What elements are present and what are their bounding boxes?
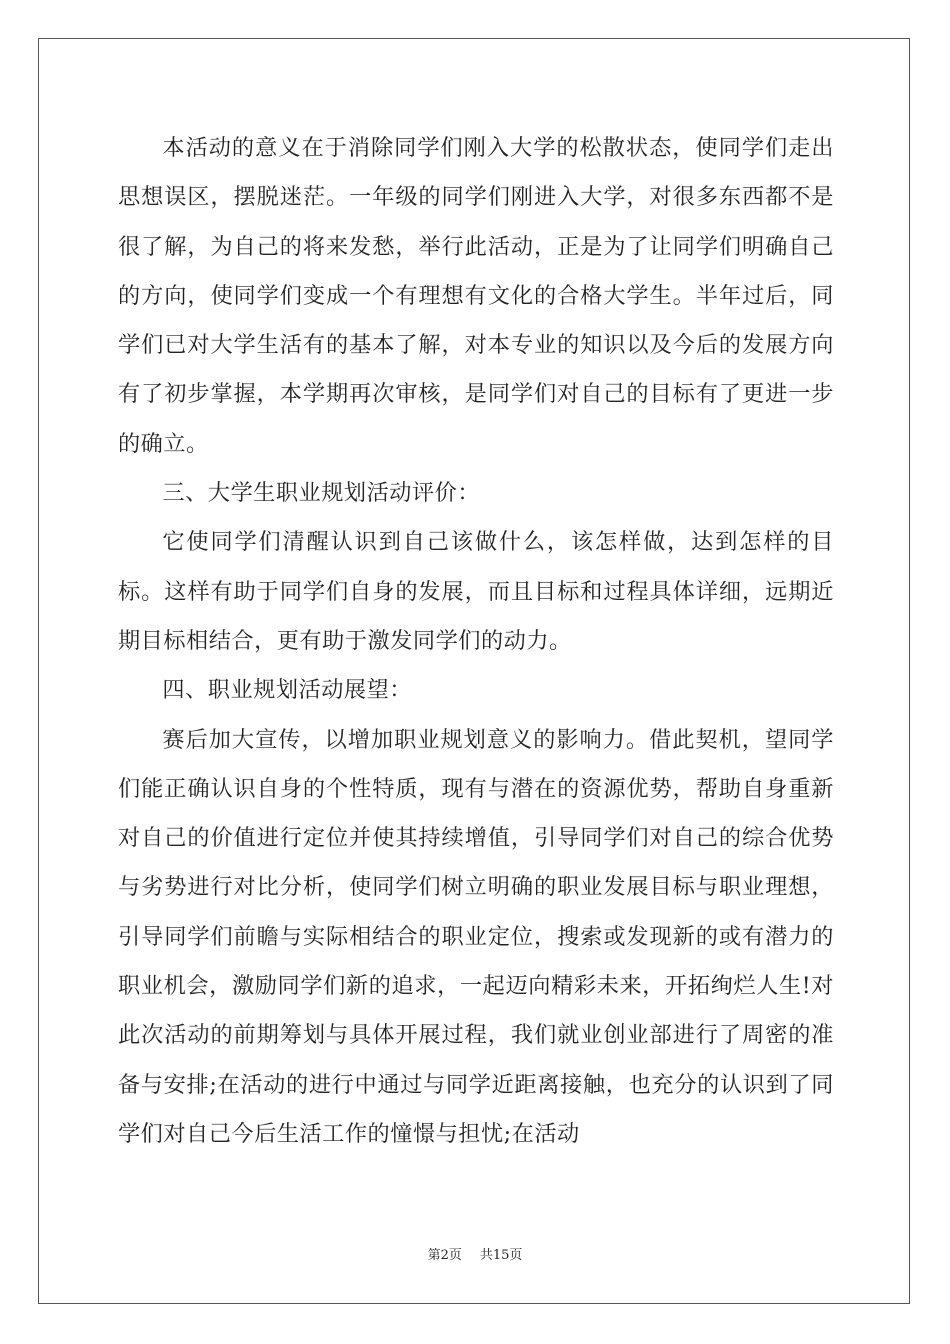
page-number: 第2页 bbox=[427, 1248, 462, 1263]
heading-section-four: 四、职业规划活动展望： bbox=[162, 677, 412, 704]
paragraph-evaluation: 它使同学们清醒认识到自己该做什么，该怎样做，达到怎样的目标。这样有助于同学们自身的发展，而且目标和过程具体详细，远期近期目标相结合，更有助于激发同学们的动力。 bbox=[118, 529, 834, 654]
paragraph-outlook: 赛后加大宣传，以增加职业规划意义的影响力。借此契机，望同学们能正确认识自身的个性特质，现有与潜在的资源优势，帮助自身重新对自己的价值进行定位并使其持续增值，引导同学们对自己的综合优势与劣势进行对比分析，使同学们树立明确的职业发展目标与职业理想，引导同学们前瞻与实际相结合的职业定位，搜索或发现新的或有潜力的职业机会，激励同学们新的追求，一起迈向精彩未来，开拓绚烂人生!对此次活动的前期筹划与具体开展过程，我们就业创业部进行了周密的准备与安排;在活动的进行中通过与同学近距离接触，也充分的认识到了同学们对自己今后生活工作的憧憬与担忧;在活动 bbox=[118, 726, 834, 1147]
paragraph-significance: 本活动的意义在于消除同学们刚入大学的松散状态，使同学们走出思想误区，摆脱迷茫。一年级的同学们刚进入大学，对很多东西都不是很了解，为自己的将来发愁，举行此活动，正是为了让同学们明确自己的方向，使同学们变成一个有理想有文化的合格大学生。半年过后，同学们已对大学生活有的基本了解，对本专业的知识以及今后的发展方向有了初步掌握，本学期再次审核，是同学们对自己的目标有了更进一步的确立。 bbox=[118, 135, 834, 457]
heading-section-three: 三、大学生职业规划活动评价： bbox=[162, 480, 481, 507]
document-body bbox=[118, 124, 834, 1159]
page-footer bbox=[0, 1244, 950, 1263]
page-total: 共15页 bbox=[479, 1248, 523, 1263]
